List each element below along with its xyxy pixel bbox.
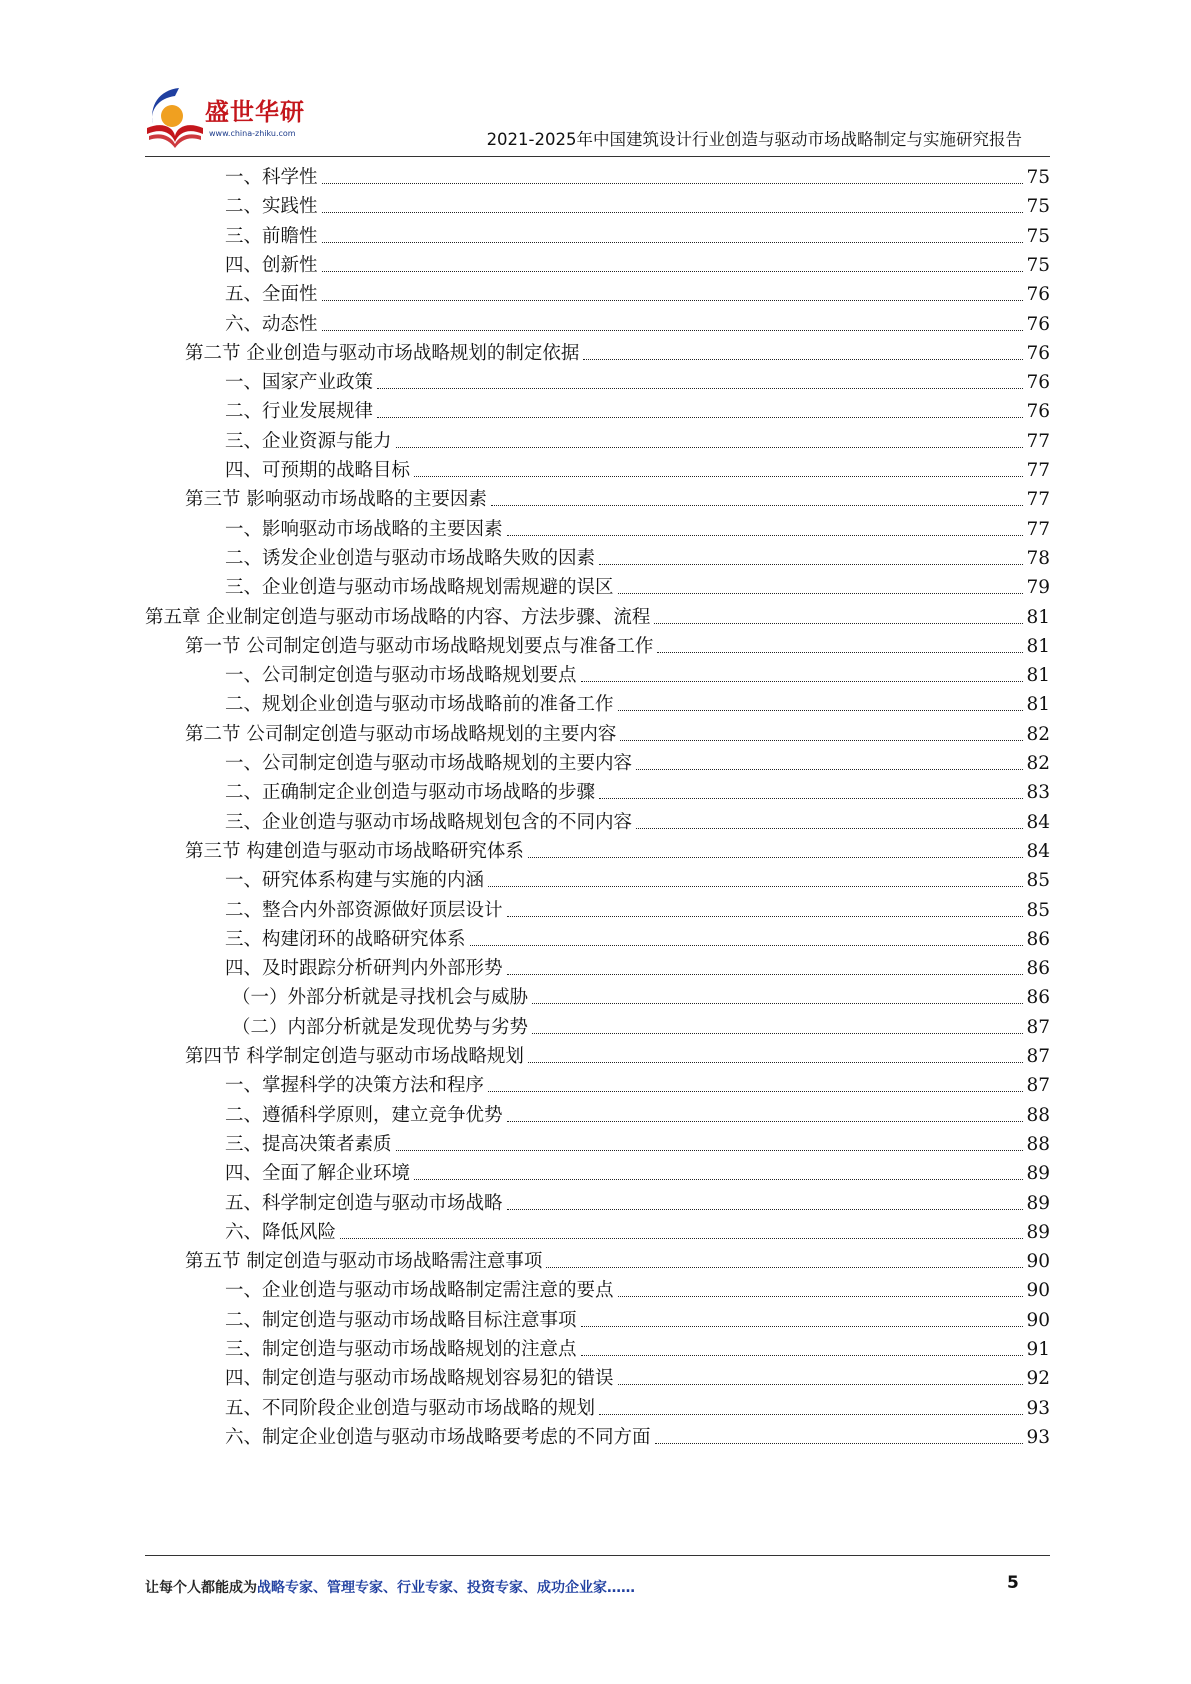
toc-entry-label: 三、构建闭环的战略研究体系 [225, 928, 466, 950]
toc-entry[interactable] [225, 1302, 1050, 1333]
toc-leader-dots [657, 652, 1023, 653]
page-header [145, 80, 1050, 160]
toc-entry[interactable] [225, 686, 1050, 717]
toc-entry-label: 四、可预期的战略目标 [225, 460, 411, 481]
toc-entry[interactable] [225, 892, 1050, 923]
toc-entry[interactable] [225, 1155, 1050, 1186]
toc-entry-label: 三、制定创造与驱动市场战略规划的注意点 [225, 1339, 577, 1360]
toc-entry-label: 第一节 公司制定创造与驱动市场战略规划要点与准备工作 [185, 635, 654, 657]
toc-leader-dots [546, 1267, 1023, 1268]
toc-leader-dots [377, 388, 1023, 389]
toc-entry-page: 84 [1026, 811, 1050, 833]
toc-entry-page: 87 [1026, 1075, 1050, 1097]
toc-leader-dots [618, 710, 1024, 711]
toc-entry[interactable] [225, 218, 1050, 249]
toc-entry-label: （一）外部分析就是寻找机会与威胁 [232, 987, 529, 1009]
toc-entry[interactable] [185, 481, 1050, 512]
toc-leader-dots [599, 798, 1023, 799]
toc-entry[interactable] [225, 1390, 1050, 1421]
toc-entry-page: 87 [1026, 1046, 1050, 1067]
toc-entry[interactable] [225, 276, 1050, 307]
toc-entry-page: 88 [1026, 1104, 1050, 1126]
toc-entry[interactable] [225, 1097, 1050, 1128]
toc-entry-page: 81 [1026, 694, 1050, 716]
toc-entry[interactable] [225, 511, 1050, 542]
toc-leader-dots [414, 1179, 1023, 1180]
footer-slogan-prefix: 让每个人都能成为 [145, 1580, 257, 1596]
toc-entry-page: 81 [1026, 606, 1050, 628]
toc-leader-dots [581, 1355, 1024, 1356]
toc-entry-page: 89 [1026, 1221, 1050, 1243]
toc-entry[interactable] [225, 188, 1050, 219]
toc-entry-label: 第三节 构建创造与驱动市场战略研究体系 [185, 840, 524, 862]
toc-entry[interactable] [225, 1272, 1050, 1303]
toc-entry-page: 84 [1026, 840, 1050, 862]
toc-entry-page: 86 [1026, 928, 1050, 950]
toc-entry-label: 一、研究体系构建与实施的内涵 [225, 870, 485, 892]
toc-entry[interactable] [225, 247, 1050, 278]
toc-entry-label: 一、掌握科学的决策方法和程序 [225, 1075, 485, 1097]
toc-leader-dots [618, 1296, 1024, 1297]
toc-entry-page: 79 [1026, 577, 1050, 599]
toc-leader-dots [599, 564, 1023, 565]
toc-entry-page: 77 [1026, 430, 1050, 452]
toc-entry-label: 二、正确制定企业创造与驱动市场战略的步骤 [225, 782, 596, 804]
toc-entry-page: 93 [1026, 1426, 1050, 1448]
toc-leader-dots [583, 359, 1023, 360]
toc-entry[interactable] [225, 452, 1050, 483]
toc-entry-label: 二、制定创造与驱动市场战略目标注意事项 [225, 1309, 577, 1331]
toc-entry-label: 二、实践性 [225, 196, 318, 218]
report-title: 2021-2025年中国建筑设计行业创造与驱动市场战略制定与实施研究报告 [486, 130, 1022, 149]
toc-entry-label: 二、规划企业创造与驱动市场战略前的准备工作 [225, 694, 614, 716]
toc-entry-label: 一、企业创造与驱动市场战略制定需注意的要点 [225, 1280, 614, 1302]
toc-entry[interactable] [225, 1214, 1050, 1245]
toc-entry[interactable] [225, 1185, 1050, 1216]
toc-entry[interactable] [232, 979, 1050, 1010]
toc-entry-label: 二、行业发展规律 [225, 401, 374, 423]
toc-entry[interactable] [225, 540, 1050, 571]
toc-entry-page: 81 [1026, 635, 1050, 657]
toc-leader-dots [507, 1209, 1024, 1210]
toc-leader-dots [322, 183, 1024, 184]
toc-entry-page: 75 [1026, 167, 1050, 188]
toc-leader-dots [532, 1033, 1023, 1034]
toc-entry-label: （二）内部分析就是发现优势与劣势 [232, 1016, 529, 1038]
toc-entry-page: 89 [1026, 1163, 1050, 1185]
toc-entry-page: 78 [1026, 547, 1050, 569]
toc-entry[interactable] [185, 628, 1050, 659]
toc-entry[interactable] [225, 950, 1050, 981]
toc-entry[interactable] [185, 833, 1050, 864]
toc-leader-dots [322, 330, 1024, 331]
toc-entry-label: 二、整合内外部资源做好顶层设计 [225, 899, 503, 921]
toc-entry-label: 第二节 公司制定创造与驱动市场战略规划的主要内容 [185, 723, 617, 745]
toc-entry[interactable] [225, 657, 1050, 688]
toc-entry-page: 90 [1026, 1280, 1050, 1302]
toc-entry-page: 91 [1026, 1339, 1050, 1360]
footer-slogan [145, 1577, 635, 1597]
toc-entry[interactable] [225, 862, 1050, 893]
toc-entry-page: 76 [1026, 313, 1050, 335]
toc-entry[interactable] [225, 921, 1050, 952]
toc-entry[interactable] [225, 774, 1050, 805]
toc-leader-dots [507, 1121, 1024, 1122]
toc-entry[interactable] [225, 804, 1050, 835]
toc-entry-label: 六、动态性 [225, 313, 318, 335]
toc-entry-label: 三、企业创造与驱动市场战略规划包含的不同内容 [225, 811, 633, 833]
toc-entry[interactable] [225, 1331, 1050, 1362]
toc-leader-dots [599, 1414, 1023, 1415]
toc-leader-dots [654, 623, 1023, 624]
toc-leader-dots [618, 593, 1024, 594]
toc-entry[interactable] [225, 569, 1050, 600]
toc-entry[interactable] [225, 1126, 1050, 1157]
toc-entry-page: 77 [1026, 460, 1050, 481]
toc-leader-dots [322, 300, 1024, 301]
header-divider [145, 156, 1050, 157]
toc-leader-dots [470, 945, 1024, 946]
toc-leader-dots [507, 974, 1024, 975]
logo-emblem-icon [145, 84, 205, 150]
toc-leader-dots [488, 1091, 1023, 1092]
toc-leader-dots [396, 1150, 1024, 1151]
toc-entry-label: 第五章 企业制定创造与驱动市场战略的内容、方法步骤、流程 [145, 606, 651, 628]
toc-entry-page: 76 [1026, 372, 1050, 394]
toc-entry-label: 一、国家产业政策 [225, 372, 374, 394]
toc-entry-label: 五、全面性 [225, 284, 318, 306]
toc-entry-page: 85 [1026, 899, 1050, 921]
toc-entry-page: 82 [1026, 753, 1050, 774]
toc-entry-page: 86 [1026, 987, 1050, 1009]
toc-entry[interactable] [145, 599, 1050, 630]
toc-entry-label: 五、不同阶段企业创造与驱动市场战略的规划 [225, 1397, 596, 1419]
page-number: 5 [1007, 1573, 1019, 1593]
toc-entry-label: 一、影响驱动市场战略的主要因素 [225, 518, 503, 540]
toc-entry-label: 第三节 影响驱动市场战略的主要因素 [185, 489, 487, 511]
toc-entry-page: 76 [1026, 342, 1050, 364]
toc-entry-page: 87 [1026, 1016, 1050, 1038]
toc-entry[interactable] [225, 393, 1050, 424]
toc-entry-label: 二、遵循科学原则，建立竞争优势 [225, 1104, 503, 1126]
logo-name: 盛世华研 [205, 98, 305, 126]
toc-entry[interactable] [185, 335, 1050, 366]
toc-entry-page: 86 [1026, 958, 1050, 980]
toc-leader-dots [322, 271, 1024, 272]
toc-entry-label: 四、创新性 [225, 254, 318, 276]
toc-entry-page: 77 [1026, 518, 1050, 540]
toc-entry-page: 81 [1026, 665, 1050, 687]
toc-entry-page: 90 [1026, 1309, 1050, 1331]
footer-divider [145, 1555, 1050, 1556]
toc-leader-dots [636, 769, 1023, 770]
toc-entry-page: 92 [1026, 1368, 1050, 1390]
toc-leader-dots [414, 476, 1023, 477]
toc-entry-page: 89 [1026, 1192, 1050, 1214]
toc-entry-label: 一、科学性 [225, 167, 318, 188]
toc-entry-label: 六、制定企业创造与驱动市场战略要考虑的不同方面 [225, 1426, 651, 1448]
toc-leader-dots [532, 1003, 1023, 1004]
toc-entry[interactable] [225, 1067, 1050, 1098]
toc-entry-page: 75 [1026, 225, 1050, 247]
toc-entry-page: 76 [1026, 401, 1050, 423]
toc-entry-page: 93 [1026, 1397, 1050, 1419]
toc-entry-label: 三、提高决策者素质 [225, 1133, 392, 1155]
toc-leader-dots [528, 857, 1024, 858]
toc-entry-label: 第二节 企业创造与驱动市场战略规划的制定依据 [185, 342, 580, 364]
toc-entry[interactable] [225, 1360, 1050, 1391]
toc-entry[interactable] [225, 423, 1050, 454]
toc-entry-page: 76 [1026, 284, 1050, 306]
toc-entry-label: 六、降低风险 [225, 1221, 337, 1243]
toc-entry[interactable] [225, 745, 1050, 776]
toc-leader-dots [340, 1238, 1023, 1239]
toc-entry-label: 五、科学制定创造与驱动市场战略 [225, 1192, 503, 1214]
toc-entry-label: 三、企业创造与驱动市场战略规划需规避的误区 [225, 577, 614, 599]
toc-leader-dots [491, 505, 1024, 506]
toc-entry-label: 第五节 制定创造与驱动市场战略需注意事项 [185, 1251, 543, 1273]
logo-url: www.china-zhiku.com [209, 129, 296, 138]
toc-leader-dots [507, 916, 1024, 917]
toc-entry-page: 85 [1026, 870, 1050, 892]
footer-slogan-highlight: 战略专家、管理专家、行业专家、投资专家、成功企业家…… [257, 1580, 635, 1596]
toc-entry[interactable] [225, 159, 1050, 190]
toc-entry-label: 二、诱发企业创造与驱动市场战略失败的因素 [225, 547, 596, 569]
toc-entry[interactable] [225, 364, 1050, 395]
toc-leader-dots [507, 535, 1024, 536]
toc-entry[interactable] [225, 306, 1050, 337]
toc-entry-page: 90 [1026, 1251, 1050, 1273]
toc-leader-dots [322, 242, 1024, 243]
toc-entry-label: 一、公司制定创造与驱动市场战略规划要点 [225, 665, 577, 687]
toc-entry-label: 三、企业资源与能力 [225, 430, 392, 452]
toc-entry-label: 四、全面了解企业环境 [225, 1163, 411, 1185]
toc-entry[interactable] [185, 716, 1050, 747]
toc-entry-page: 75 [1026, 254, 1050, 276]
toc-entry-label: 四、制定创造与驱动市场战略规划容易犯的错误 [225, 1368, 614, 1390]
toc-leader-dots [396, 447, 1024, 448]
toc-entry-page: 77 [1026, 489, 1050, 511]
toc-leader-dots [618, 1384, 1024, 1385]
toc-leader-dots [620, 740, 1023, 741]
toc-entry-label: 三、前瞻性 [225, 225, 318, 247]
toc-entry-page: 82 [1026, 723, 1050, 745]
company-logo [145, 84, 345, 154]
toc-leader-dots [528, 1062, 1024, 1063]
toc-entry-page: 88 [1026, 1133, 1050, 1155]
toc-entry[interactable] [232, 1009, 1050, 1040]
toc-leader-dots [488, 886, 1023, 887]
toc-entry[interactable] [225, 1419, 1050, 1450]
toc-leader-dots [322, 212, 1024, 213]
toc-entry-page: 83 [1026, 782, 1050, 804]
toc-leader-dots [655, 1443, 1024, 1444]
toc-leader-dots [581, 681, 1024, 682]
toc-leader-dots [636, 828, 1023, 829]
toc-entry[interactable] [185, 1243, 1050, 1274]
toc-entry-label: 一、公司制定创造与驱动市场战略规划的主要内容 [225, 753, 633, 774]
toc-entry-page: 75 [1026, 196, 1050, 218]
toc-leader-dots [581, 1326, 1024, 1327]
toc-entry-label: 四、及时跟踪分析研判内外部形势 [225, 958, 503, 980]
toc-entry-label: 第四节 科学制定创造与驱动市场战略规划 [185, 1046, 524, 1067]
toc-entry[interactable] [185, 1038, 1050, 1069]
toc-leader-dots [377, 417, 1023, 418]
